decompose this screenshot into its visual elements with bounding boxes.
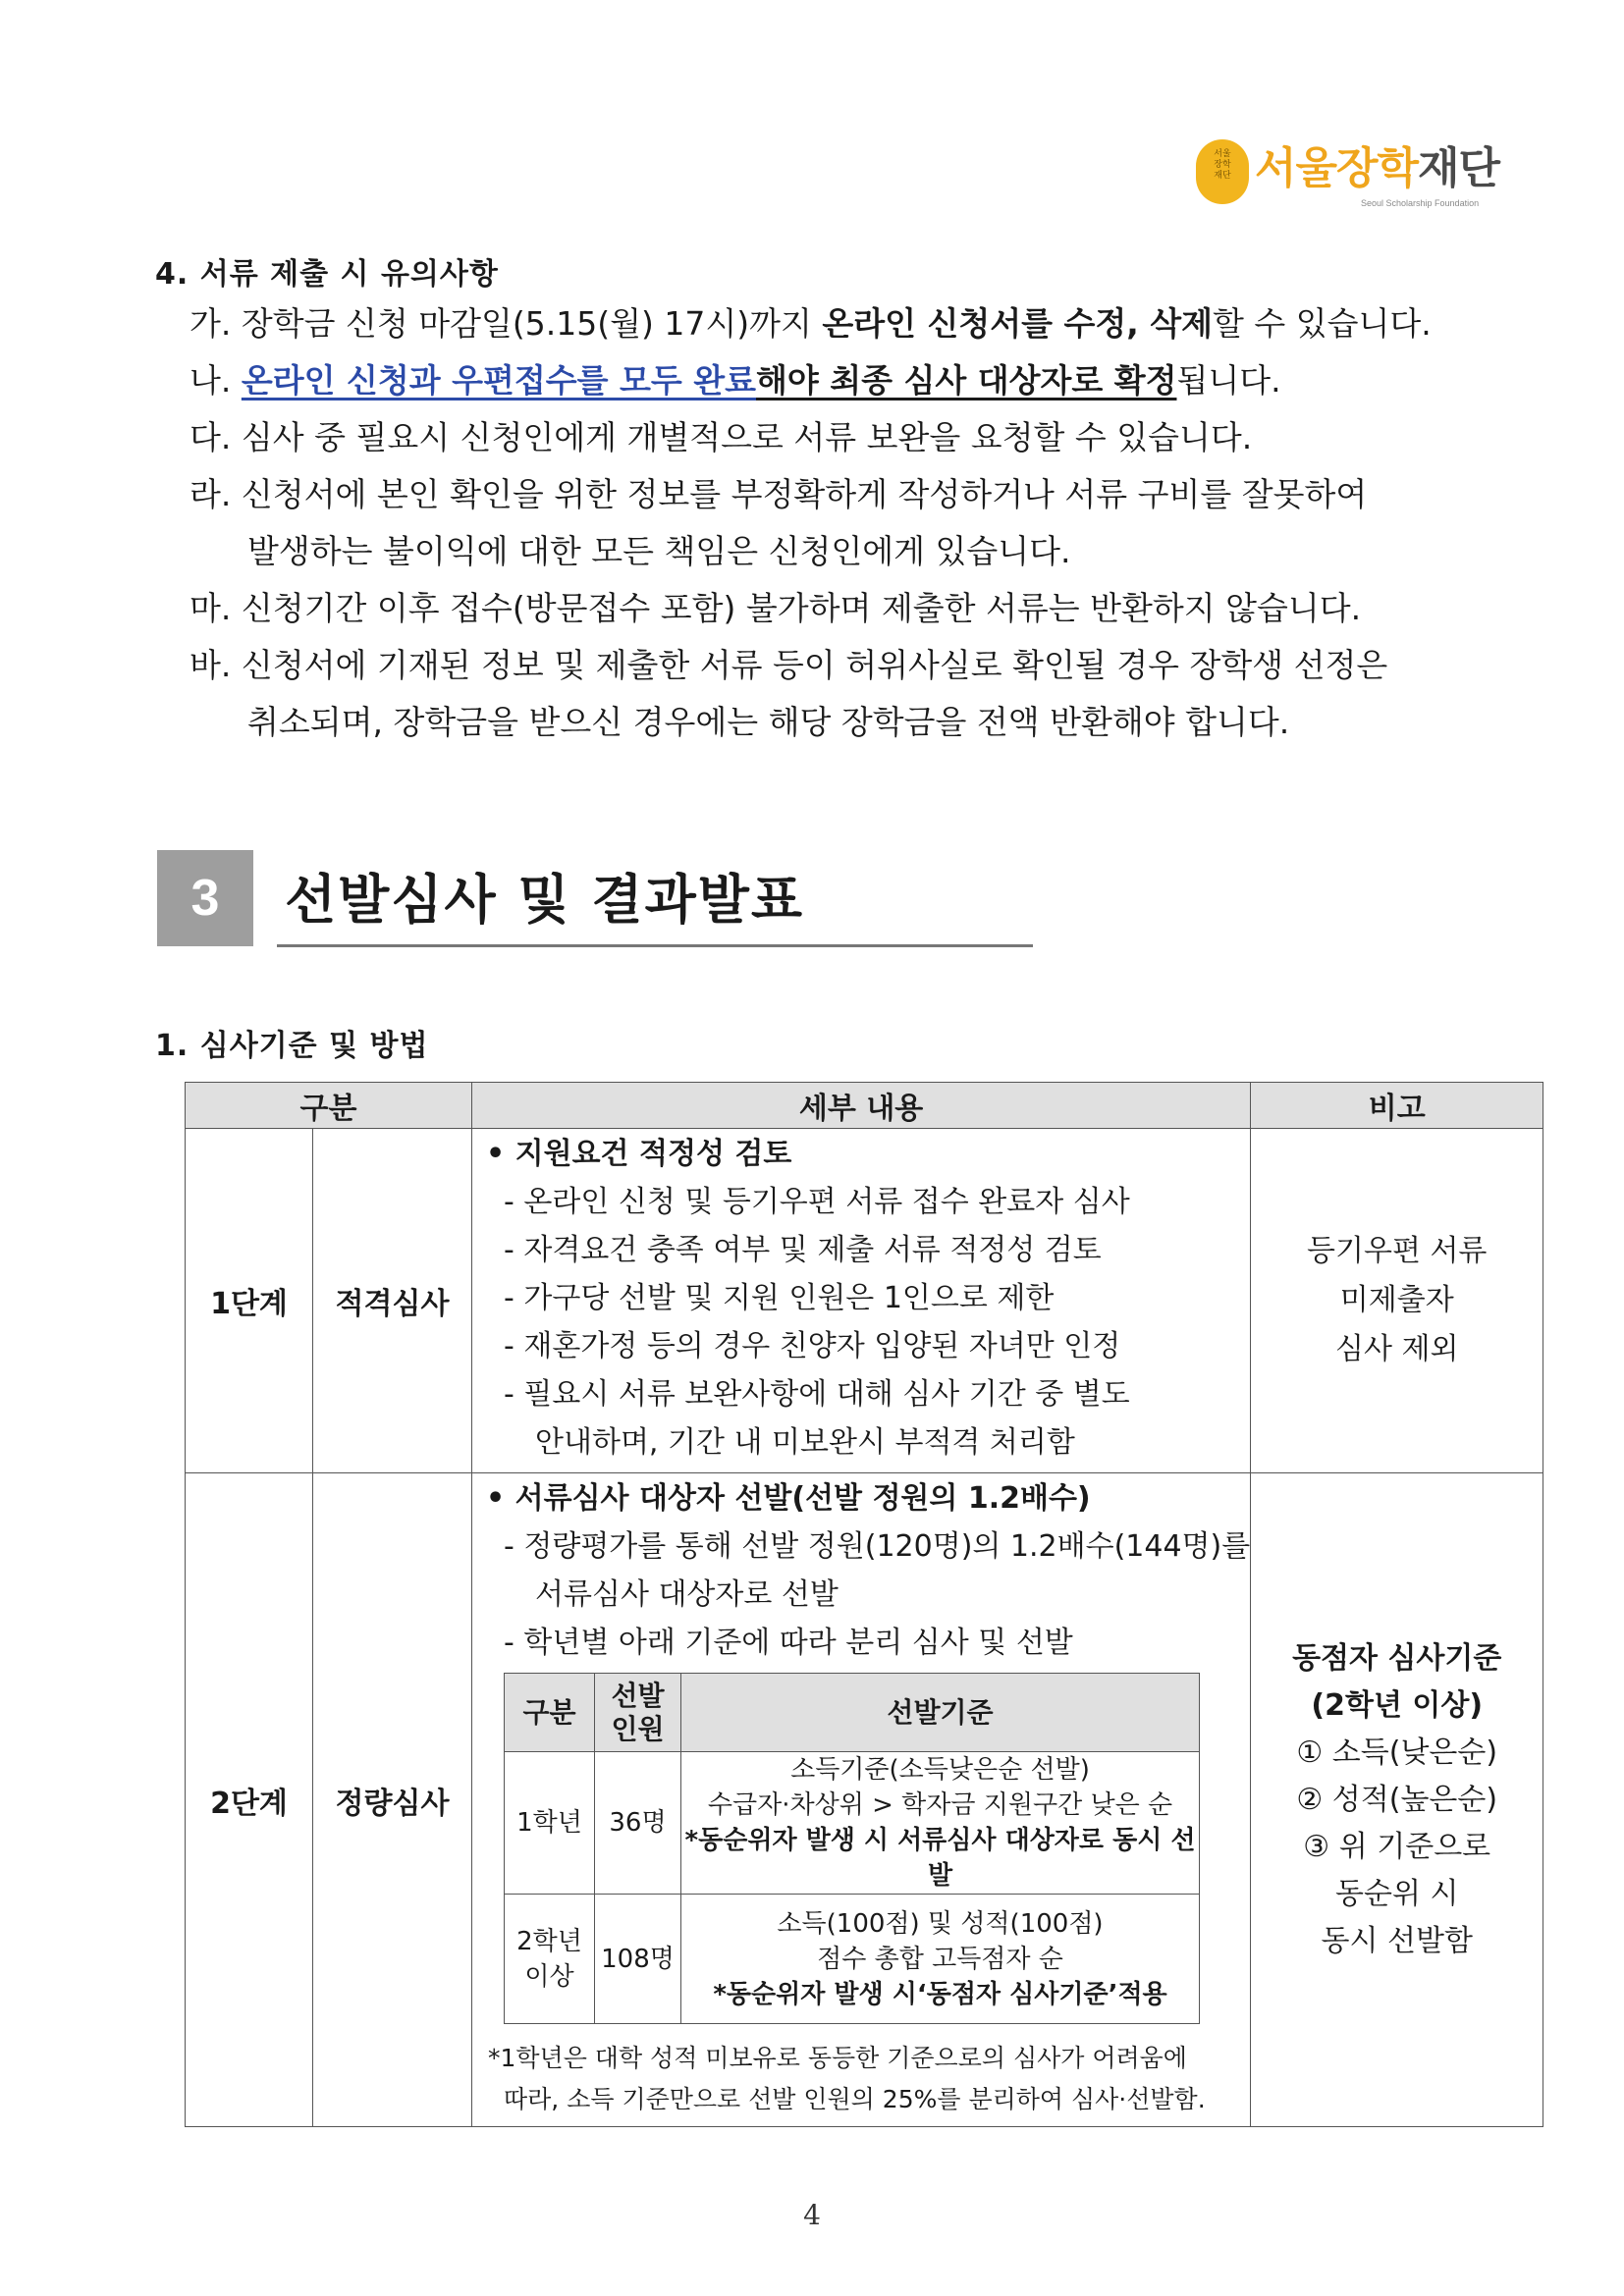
chapter-underline: [277, 944, 1033, 947]
criteria-table: [185, 1082, 1543, 2127]
stage1-type: 적격심사: [313, 1129, 472, 1473]
logo-subtitle: Seoul Scholarship Foundation: [1361, 198, 1480, 208]
subsection-1-title: 1. 심사기준 및 방법: [155, 1029, 429, 1063]
chapter-title: 선발심사 및 결과발표: [285, 869, 805, 931]
note-ra-line1: 라. 신청서에 본인 확인을 위한 정보를 부정확하게 작성하거나 서류 구비를 잘못하여: [189, 475, 1368, 513]
grade-1-criteria: [681, 1752, 1200, 1895]
note-ga: [189, 304, 1432, 344]
stage2-remark-1: ① 소득(낮은순): [1296, 1735, 1498, 1770]
header-category: 구분: [186, 1083, 472, 1129]
stage2-line-1-cont: 서류심사 대상자로 선발: [535, 1577, 839, 1612]
grade-2-criteria-2: 점수 총합 고득점자 순: [817, 1944, 1063, 1974]
stage2-line-2: - 학년별 아래 기준에 따라 분리 심사 및 선발: [504, 1626, 1073, 1660]
stage2-details: [472, 1473, 1251, 2127]
stage2-remark-subtitle: (2학년 이상): [1311, 1687, 1484, 1723]
note-da: 다. 심사 중 필요시 신청인에게 개별적으로 서류 보완을 요청할 수 있습니다.: [189, 418, 1253, 456]
table-row: [505, 1752, 1200, 1895]
stage1-line-2: - 자격요건 충족 여부 및 제출 서류 적정성 검토: [504, 1233, 1102, 1267]
stage2-bullet: • 서류심사 대상자 선발(선발 정원의 1.2배수): [486, 1481, 1091, 1516]
stage2-footnote-1: *1학년은 대학 성적 미보유로 동등한 기준으로의 심사가 어려움에: [488, 2044, 1187, 2072]
stage1-bullet: • 지원요건 적정성 검토: [486, 1137, 792, 1171]
grade-header-count-text: 선발 인원: [611, 1679, 665, 1745]
grade-1-criteria-1: 소득기준(소득낮은순 선발): [790, 1755, 1090, 1785]
stage1-remark-1: 등기우편 서류: [1307, 1234, 1488, 1268]
note-ga-text-1: 가. 장학금 신청 마감일(5.15(월) 17시)까지: [189, 304, 823, 343]
note-ra-line2: 발생하는 불이익에 대한 모든 책임은 신청인에게 있습니다.: [247, 532, 1071, 570]
stage1-line-4: - 재혼가정 등의 경우 친양자 입양된 자녀만 인정: [504, 1329, 1121, 1363]
note-na-text-4: 됩니다.: [1176, 361, 1281, 400]
stage1-line-1: - 온라인 신청 및 등기우편 서류 접수 완료자 심사: [504, 1185, 1130, 1219]
chapter-number-box: 3: [157, 850, 253, 946]
stage1-remarks: [1251, 1129, 1543, 1473]
criteria-table-header-row: [186, 1083, 1543, 1129]
stage2-remark-3: ③ 위 기준으로: [1303, 1829, 1491, 1864]
stage1-label: 1단계: [186, 1129, 313, 1473]
header-details: 세부 내용: [472, 1083, 1251, 1129]
stage2-remarks: [1251, 1473, 1543, 2127]
logo-seal-icon: 서울 장학 재단: [1196, 139, 1249, 204]
grade-1-count: 36명: [595, 1752, 681, 1895]
stage2-remark-5: 동시 선발함: [1321, 1923, 1473, 1958]
note-ma: 마. 신청기간 이후 접수(방문접수 포함) 불가하며 제출한 서류는 반환하지 않습니다.: [189, 589, 1362, 627]
grade-criteria-table: [504, 1673, 1200, 2024]
stage1-line-3: - 가구당 선발 및 지원 인원은 1인으로 제한: [504, 1281, 1055, 1315]
note-ga-text-3: 할 수 있습니다.: [1213, 304, 1432, 343]
grade-2-label-text: 2학년 이상: [516, 1926, 582, 1992]
table-row-stage2: [186, 1473, 1543, 2127]
stage1-details: [472, 1129, 1251, 1473]
note-na: [189, 361, 1281, 400]
grade-1-criteria-2: 수급자·차상위 > 학자금 지원구간 낮은 순: [707, 1790, 1173, 1820]
note-ba-line1: 바. 신청서에 기재된 정보 및 제출한 서류 등이 허위사실로 확인될 경우 장학생 선정은: [189, 646, 1388, 684]
page-number: 4: [803, 2199, 821, 2231]
grade-table-header-row: [505, 1674, 1200, 1752]
stage2-remark-title: 동점자 심사기준: [1292, 1640, 1502, 1676]
note-na-text-1: 나.: [189, 361, 242, 400]
grade-header-criteria: 선발기준: [681, 1674, 1200, 1752]
logo-wordmark-main: 서울장학: [1255, 143, 1419, 193]
stage2-remark-4: 동순위 시: [1334, 1876, 1459, 1911]
grade-header-count: [595, 1674, 681, 1752]
stage2-remark-2: ② 성적(높은순): [1296, 1782, 1498, 1817]
stage1-remark-2: 미제출자: [1339, 1283, 1454, 1317]
grade-2-criteria: [681, 1895, 1200, 2024]
grade-1-criteria-3: *동순위자 발생 시 서류심사 대상자로 동시 선발: [684, 1826, 1196, 1891]
table-row: [505, 1895, 1200, 2024]
grade-1-label: 1학년: [505, 1752, 595, 1895]
foundation-logo: [1188, 135, 1532, 224]
grade-2-count: 108명: [595, 1895, 681, 2024]
header-remarks: 비고: [1251, 1083, 1543, 1129]
stage2-type: 정량심사: [313, 1473, 472, 2127]
note-na-highlight: 온라인 신청과 우편접수를 모두 완료: [241, 361, 756, 400]
note-ga-text-2: 온라인 신청서를 수정, 삭제: [822, 304, 1213, 343]
grade-2-criteria-3: *동순위자 발생 시‘동점자 심사기준’적용: [713, 1979, 1167, 2009]
table-row-stage1: [186, 1129, 1543, 1473]
stage2-line-1: - 정량평가를 통해 선발 정원(120명)의 1.2배수(144명)를: [504, 1529, 1251, 1564]
note-na-text-3: 해야 최종 심사 대상자로 확정: [755, 361, 1177, 400]
stage1-line-5: - 필요시 서류 보완사항에 대해 심사 기간 중 별도: [504, 1377, 1130, 1412]
section-4-title: 4. 서류 제출 시 유의사항: [155, 257, 499, 292]
note-ba-line2: 취소되며, 장학금을 받으신 경우에는 해당 장학금을 전액 반환해야 합니다.: [247, 703, 1290, 741]
grade-2-label: [505, 1895, 595, 2024]
grade-header-category: 구분: [505, 1674, 595, 1752]
stage1-line-5-cont: 안내하며, 기간 내 미보완시 부적격 처리함: [535, 1425, 1075, 1460]
stage2-footnote-2: 따라, 소득 기준만으로 선발 인원의 25%를 분리하여 심사·선발함.: [504, 2085, 1206, 2113]
logo-wordmark-end: 재단: [1418, 143, 1500, 193]
logo-wordmark: [1255, 141, 1499, 196]
grade-2-criteria-1: 소득(100점) 및 성적(100점): [777, 1908, 1104, 1939]
stage2-label: 2단계: [186, 1473, 313, 2127]
stage1-remark-3: 심사 제외: [1334, 1332, 1459, 1366]
